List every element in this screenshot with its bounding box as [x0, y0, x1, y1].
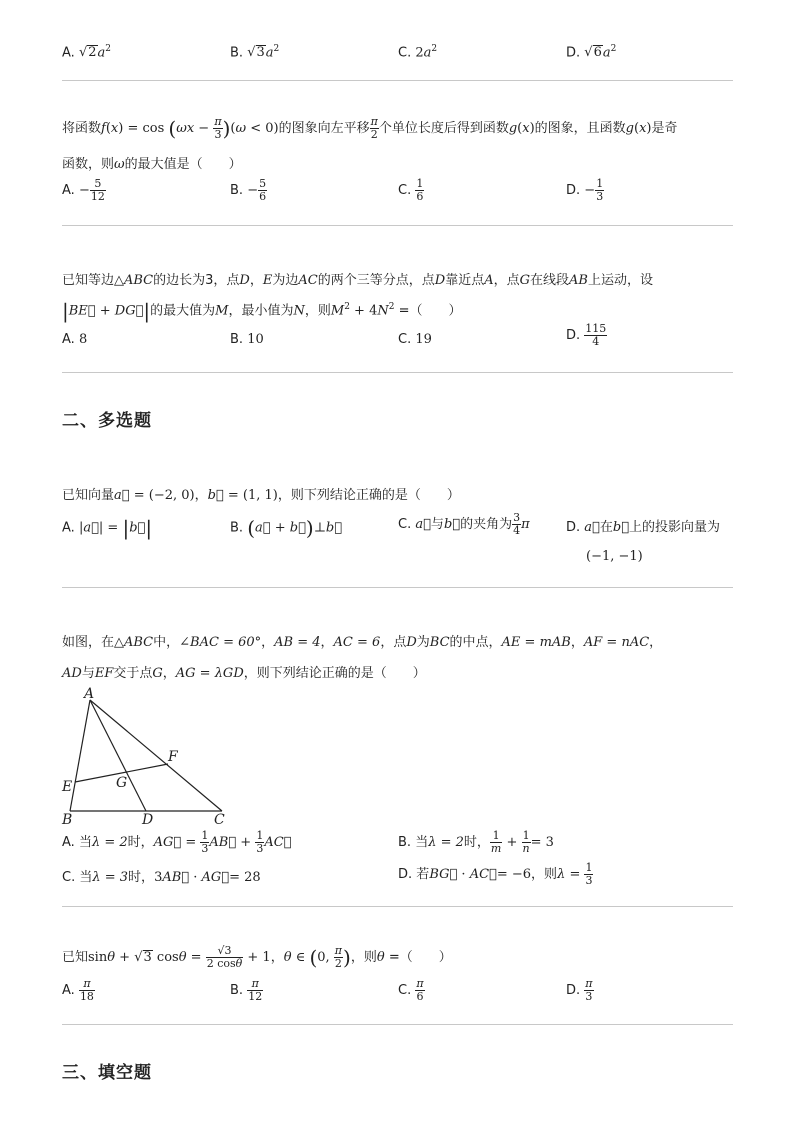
variable: a	[97, 45, 106, 61]
option-letter: A.	[62, 983, 75, 998]
option-value: 19	[415, 332, 432, 347]
text: 为边	[272, 273, 299, 288]
option-letter: B.	[230, 520, 244, 536]
text: 的夹角为	[460, 517, 513, 532]
option-letter: C.	[62, 870, 76, 885]
ac-condition: AC = 6	[333, 635, 381, 650]
option-letter: D.	[566, 983, 581, 998]
text: ，则下列结论正确的是（ ）	[243, 666, 426, 681]
side-ab	[70, 700, 90, 811]
text: 交于点	[113, 666, 153, 681]
q6-line1: 已知sinθ + √3 cosθ = $\frac{√3}{2 \cos\theta}$ + 1，θ ∈ (0, $\frac{\pi}{2}$ )，则θ =（ ）	[62, 944, 452, 970]
q3-option-a	[62, 332, 87, 347]
text: 的最大值是（ ）	[124, 157, 242, 172]
q2-option-d	[566, 178, 604, 203]
option-letter: D.	[566, 520, 581, 535]
divider	[62, 372, 733, 373]
text: ，	[320, 635, 334, 650]
denominator: 4	[592, 335, 600, 348]
q1-option-c	[398, 44, 437, 60]
text: 的边长为3，点	[153, 273, 240, 288]
option-letter: A.	[62, 332, 75, 347]
numerator: 5	[259, 177, 267, 190]
text: 的中点，	[449, 635, 502, 650]
text: ，	[649, 635, 663, 650]
q3-line1: 已知等边△ABC的边长为3，点D，E为边AC的两个三等分点，点D靠近点A，点G在线段AB上运动，设	[62, 273, 653, 288]
ae-condition: AE = mAB	[501, 635, 571, 650]
text: ，	[270, 950, 284, 965]
text: ，	[194, 488, 208, 503]
numerator: 1	[416, 177, 424, 190]
text: 上的投影向量为	[629, 520, 721, 535]
rhs: = −6	[496, 867, 532, 882]
option-value: 8	[78, 332, 88, 347]
q5-option-a: A. 当λ = 2时，AG⃗ = $\frac{1}{3}$ AB⃗ + $\frac{1}{3}$ AC⃗	[62, 829, 292, 855]
text: 时，	[463, 835, 490, 850]
text: ，最小值为	[228, 303, 294, 319]
text: 为	[416, 635, 430, 650]
exponent: 2	[610, 44, 617, 54]
text: 时，	[128, 870, 155, 885]
numerator: 3	[513, 511, 521, 524]
divider	[62, 1024, 733, 1025]
text: ，则	[350, 950, 377, 965]
divider	[62, 80, 733, 81]
text: 将函数	[62, 121, 102, 136]
radicand: 3	[256, 45, 265, 61]
text: 与	[430, 517, 444, 532]
text: =（ ）	[398, 303, 462, 319]
denominator: 3	[585, 990, 593, 1003]
option-letter: C.	[398, 517, 412, 532]
denominator: 3	[596, 190, 604, 203]
triangle-figure	[56, 684, 236, 824]
sign: −	[584, 183, 596, 198]
option-letter: D.	[398, 867, 413, 882]
text: ，	[570, 635, 584, 650]
text: 若	[416, 867, 430, 882]
option-letter: C.	[398, 983, 412, 998]
q4-option-d-value: (−1, −1)	[586, 549, 643, 564]
vector-a-value: (−2, 0)	[148, 488, 195, 503]
text: 如图，在△	[62, 635, 124, 650]
condition: λ = 2	[91, 835, 128, 850]
exponent: 2	[105, 44, 112, 54]
q3-option-c	[398, 332, 432, 347]
q4-option-b: B. (a⃗ + b⃗)⊥b⃗	[230, 516, 343, 540]
q2-option-b	[230, 178, 267, 203]
q1-option-a: A. $√2a^2$	[62, 44, 112, 61]
q5-option-c: C. 当λ = 3时，3AB⃗ · AG⃗= 28	[62, 870, 261, 885]
option-letter: B.	[230, 183, 244, 198]
denominator: 18	[79, 990, 94, 1003]
text: 已知	[62, 950, 89, 965]
text: 已知等边△	[62, 273, 124, 288]
label-f: F	[168, 749, 178, 765]
af-condition: AF = nAC	[583, 635, 650, 650]
q2-option-c	[398, 178, 424, 203]
option-letter: D.	[566, 328, 581, 343]
text: 与	[81, 666, 95, 681]
denominator: 6	[416, 190, 424, 203]
denominator: 6	[259, 190, 267, 203]
text: 是奇	[651, 121, 678, 136]
q2-line2: 函数，则ω的最大值是（ ）	[62, 157, 242, 172]
text: ，则	[304, 303, 331, 319]
label-e: E	[62, 779, 73, 795]
numerator: 5	[90, 178, 106, 191]
text: ，	[261, 635, 275, 650]
q4-option-a: A. |a⃗| = |b⃗|	[62, 516, 153, 540]
q5-option-d: D. 若BG⃗ · AC⃗= −6，则λ = $\frac{1}{3}$	[398, 861, 593, 887]
variable: a	[602, 45, 611, 61]
text: ，	[162, 666, 176, 681]
label-a: A	[84, 686, 95, 702]
text: 已知向量	[62, 488, 115, 503]
q1-option-d: D. $√6a^2$	[566, 44, 617, 61]
coefficient: 2	[415, 45, 424, 61]
q4-option-d: D. a⃗在b⃗上的投影向量为	[566, 520, 721, 535]
q4-option-c: C. a⃗与b⃗的夹角为 $\frac{3}{4}$ π	[398, 511, 530, 537]
divider	[62, 906, 733, 907]
text: 当	[78, 835, 92, 850]
text: 的两个三等分点，点	[317, 273, 435, 288]
text: ，点	[493, 273, 520, 288]
q3-option-d	[566, 323, 607, 348]
ag-condition: AG = λGD	[175, 666, 244, 681]
text: 的图象，且函数	[534, 121, 626, 136]
q2-option-a	[62, 178, 106, 203]
rhs: = 28	[229, 870, 261, 885]
option-letter: B.	[230, 983, 244, 998]
text: 在	[599, 520, 613, 535]
label-b: B	[62, 812, 73, 824]
numerator: 1	[596, 177, 604, 190]
sign: −	[247, 183, 259, 198]
text: 个单位长度后得到函数	[378, 121, 509, 136]
option-letter: B.	[230, 332, 244, 347]
option-letter: D.	[566, 183, 581, 198]
text: 的最大值为	[150, 303, 216, 319]
divider	[62, 225, 733, 226]
denominator: 6	[416, 990, 424, 1003]
text: 当	[415, 835, 429, 850]
option-letter: A.	[62, 520, 75, 536]
exponent: 2	[431, 44, 438, 54]
q4-line1: 已知向量a⃗ = (−2, 0)，b⃗ = (1, 1)，则下列结论正确的是（ ）	[62, 488, 460, 503]
radicand: 6	[593, 45, 602, 61]
option-letter: A.	[62, 45, 75, 61]
q6-option-a: A. $\frac{\pi}{18}$	[62, 977, 94, 1003]
condition: λ = 2	[428, 835, 464, 850]
median-ad	[90, 700, 146, 811]
variable: a	[423, 45, 432, 61]
option-letter: A.	[62, 183, 75, 198]
ab-condition: AB = 4	[274, 635, 321, 650]
q1-option-b: B. $√3a^2$	[230, 44, 280, 61]
variable: a	[265, 45, 274, 61]
denominator: 12	[90, 190, 105, 203]
label-c: C	[214, 812, 225, 824]
text: ，点	[380, 635, 407, 650]
option-letter: C.	[398, 45, 412, 61]
option-letter: B.	[230, 45, 244, 61]
q6-option-d: D. $\frac{\pi}{3}$	[566, 977, 593, 1003]
q5-line2: AD与EF交于点G，AG = λGD，则下列结论正确的是（ ）	[62, 666, 426, 681]
text: 的图象向左平移	[278, 121, 370, 136]
q6-option-c: C. $\frac{\pi}{6}$	[398, 977, 424, 1003]
text: =（ ）	[388, 950, 452, 965]
text: 时，	[127, 835, 154, 850]
numerator: 115	[585, 322, 607, 335]
label-g: G	[116, 775, 128, 791]
text: 上运动，设	[587, 273, 653, 288]
text: 当	[79, 870, 93, 885]
q5-line1: 如图，在△ABC中，∠BAC = 60°，AB = 4，AC = 6，点D为BC的中点，AE = mAB，AF = nAC，	[62, 635, 663, 650]
text: 在线段	[530, 273, 570, 288]
option-letter: D.	[566, 45, 581, 61]
q3-line2: |BE⃗ + DG⃗|的最大值为M，最小值为N，则$M^2 + 4N^2$ =（ ）	[62, 299, 462, 323]
option-letter: C.	[398, 183, 412, 198]
side-ac	[90, 700, 222, 811]
divider	[62, 587, 733, 588]
q2-line1: 将函数f(x) = cos (ωx − $\frac{\pi}{3}$ )(ω < 0)的图象向左平移 $\frac{\pi}{2}$ 个单位长度后得到函数g(x)的图象，且函数g(x)是奇	[62, 115, 678, 141]
vector-b-value: (1, 1)	[242, 488, 278, 503]
radicand: 2	[88, 45, 97, 61]
q3-option-b	[230, 332, 264, 347]
sign: −	[78, 183, 90, 198]
angle-condition: ∠BAC = 60°	[179, 635, 262, 650]
option-value: 10	[247, 332, 264, 347]
q6-option-b: B. $\frac{\pi}{12}$	[230, 977, 263, 1003]
q5-option-b: B. 当λ = 2时， $\frac{1}{m}$ + $\frac{1}{n}$ = 3	[398, 829, 554, 855]
denominator: 12	[248, 990, 263, 1003]
text: 函数，则	[62, 157, 115, 172]
section-title: 三、填空题	[62, 1063, 152, 1083]
option-letter: A.	[62, 835, 75, 850]
text: ，则下列结论正确的是（ ）	[277, 488, 460, 503]
label-d: D	[142, 812, 154, 824]
option-letter: C.	[398, 332, 412, 347]
text: ，则	[531, 867, 558, 882]
condition: λ = 3	[92, 870, 129, 885]
option-letter: B.	[398, 835, 412, 850]
exponent: 2	[273, 44, 280, 54]
text: ，	[249, 273, 263, 288]
rhs: = 3	[530, 835, 554, 850]
text: 中，	[153, 635, 180, 650]
text: 靠近点	[445, 273, 485, 288]
section-title: 二、多选题	[62, 411, 152, 431]
denominator: 4	[513, 524, 521, 537]
